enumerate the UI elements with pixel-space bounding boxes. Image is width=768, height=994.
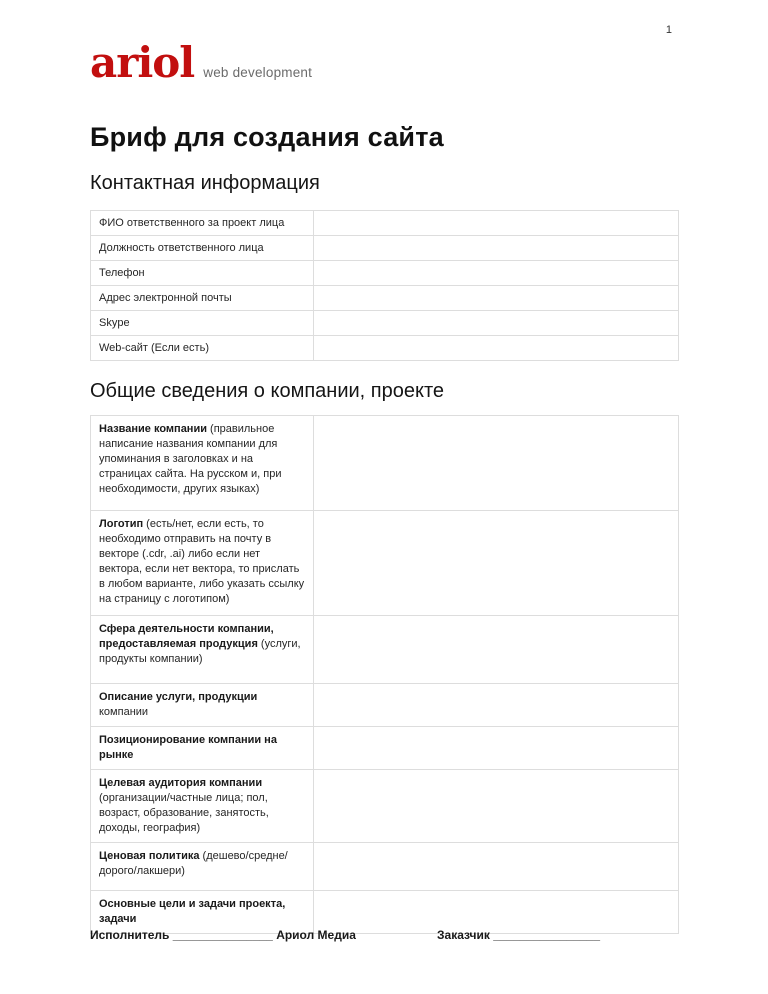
table-row [91, 236, 679, 261]
field-label-cell [91, 416, 314, 511]
field-label-cell [91, 684, 314, 727]
customer-signature-line: ________________ [493, 928, 600, 942]
field-value-cell[interactable] [314, 727, 679, 770]
field-label-cell [91, 236, 314, 261]
logo-brand-text: ariol [90, 38, 195, 87]
field-label-cell [91, 770, 314, 843]
customer-signature [437, 928, 600, 942]
table-row [91, 261, 679, 286]
field-label-text: (правильное написание названия компании для упоминания в заголовках и на страницах сайта. На русском и, при необходимости, других языках) [99, 423, 282, 495]
field-value-cell[interactable] [314, 770, 679, 843]
logo-tagline-text: web development [203, 65, 313, 80]
table-row [91, 843, 679, 891]
field-value-cell[interactable] [314, 684, 679, 727]
field-value-cell[interactable] [314, 416, 679, 511]
field-label-bold: Целевая аудитория компании [99, 777, 263, 789]
field-label-text: (дешево/средне/дорого/лакшери) [99, 850, 288, 877]
field-value-cell[interactable] [314, 511, 679, 616]
field-label-cell [91, 286, 314, 311]
customer-label: Заказчик [437, 928, 490, 942]
field-label-text: (услуги, продукты компании) [99, 638, 301, 665]
field-label-bold: Описание услуги, продукции [99, 691, 258, 703]
table-row [91, 616, 679, 684]
field-value-cell[interactable] [314, 336, 679, 361]
field-label-text: Skype [99, 316, 130, 329]
table-row [91, 286, 679, 311]
field-label-cell [91, 511, 314, 616]
executor-label: Исполнитель [90, 928, 170, 942]
field-label-bold: Позиционирование компании на рынке [99, 734, 277, 761]
table-row [91, 684, 679, 727]
document-header [90, 0, 678, 87]
field-label-cell [91, 727, 314, 770]
field-label-text: компании [99, 706, 149, 718]
table-row [91, 727, 679, 770]
field-label-cell [91, 616, 314, 684]
section-heading-general: Общие сведения о компании, проекте [90, 380, 445, 402]
table-row [91, 211, 679, 236]
page-number: 1 [665, 24, 672, 36]
field-label-text: Адрес электронной почты [99, 291, 232, 304]
field-label-text: Должность ответственного лица [99, 241, 264, 254]
field-label-text: ФИО ответственного за проект лица [99, 216, 285, 229]
field-label-cell [91, 336, 314, 361]
field-label-bold: Логотип [99, 518, 144, 530]
section-heading-contacts: Контактная информация [90, 172, 320, 194]
field-value-cell[interactable] [314, 211, 679, 236]
field-value-cell[interactable] [314, 843, 679, 891]
general-info-table [90, 415, 679, 934]
field-label-bold: Название компании [99, 423, 207, 435]
table-row [91, 511, 679, 616]
company-logo [90, 38, 678, 87]
contacts-table [90, 210, 679, 361]
table-row [91, 770, 679, 843]
field-value-cell[interactable] [314, 311, 679, 336]
field-value-cell[interactable] [314, 236, 679, 261]
field-label-text: (организации/частные лица; пол, возраст, образование, занятость, доходы, география) [99, 792, 269, 834]
table-row [91, 311, 679, 336]
field-label-text: Web-сайт (Если есть) [99, 341, 209, 354]
field-label-bold: Ценовая политика [99, 850, 200, 862]
document-title: Бриф для создания сайта [90, 122, 444, 152]
field-label-text: Телефон [99, 266, 145, 279]
field-value-cell[interactable] [314, 286, 679, 311]
executor-company-name: Ариол Медиа [276, 928, 356, 942]
field-label-cell [91, 311, 314, 336]
field-label-bold: Сфера деятельности компании, предоставляемая продукция [99, 623, 274, 650]
field-label-text: (есть/нет, если есть, то необходимо отправить на почту в векторе (.cdr, .ai) либо если нет вектора, если нет вектора, то прислать в любом варианте, либо указать ссылку на страницу с логотипом) [99, 518, 305, 605]
table-row [91, 336, 679, 361]
field-label-cell [91, 261, 314, 286]
field-value-cell[interactable] [314, 261, 679, 286]
field-label-cell [91, 211, 314, 236]
table-row [91, 416, 679, 511]
executor-signature [90, 928, 356, 942]
field-value-cell[interactable] [314, 616, 679, 684]
field-label-cell [91, 843, 314, 891]
executor-signature-line: _______________ [172, 928, 273, 942]
field-label-bold: Основные цели и задачи проекта, задачи [99, 898, 286, 925]
